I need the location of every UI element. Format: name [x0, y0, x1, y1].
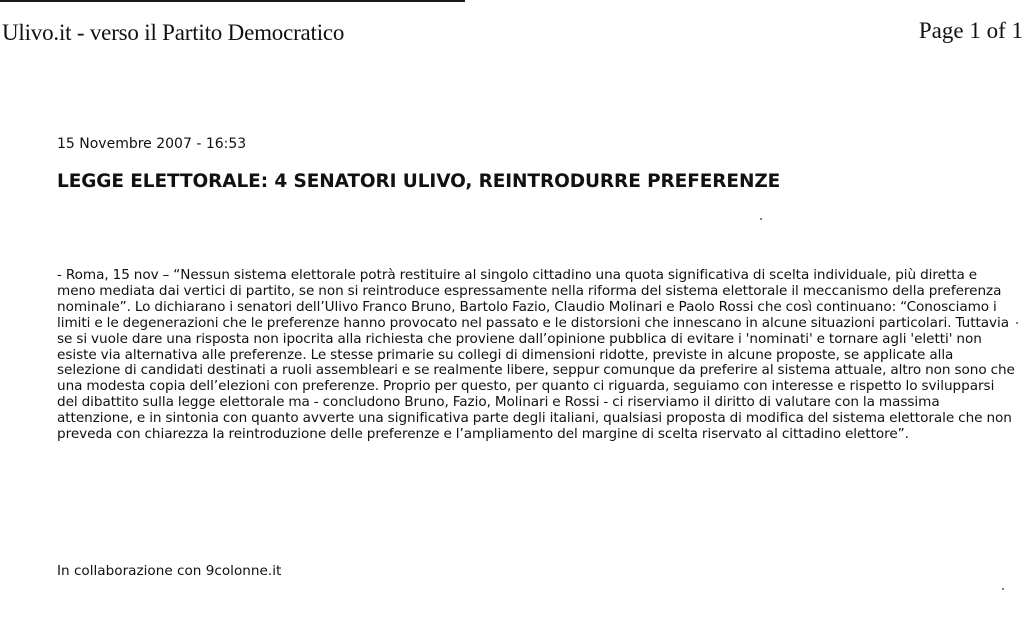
page-number: Page 1 of 1 — [918, 18, 1023, 43]
top-rule — [0, 0, 465, 2]
article-credit: In collaborazione con 9colonne.it — [57, 563, 282, 579]
article-body: - Roma, 15 nov – “Nessun sistema elettorale potrà restituire al singolo cittadino una quota significativa di scelta individuale, più diretta e meno mediata dai vertici di partito, se non si reintroduce espressamente nella riforma del sistema elettorale il meccanismo della preferenza nominale”. Lo dichiarano i senatori dell’Ulivo Franco Bruno, Bartolo Fazio, Claudio Molinari e Paolo Rossi che così continuano: “Conosciamo i limiti e le degenerazioni che le preferenze hanno provocato nel passato e le distorsioni che innescano in alcune situazioni particolari. Tuttavia se si vuole dare una risposta non ipocrita alla richiesta che proviene dall’opinione pubblica di evitare i 'nominati' e tornare agli 'eletti' non esiste via alternativa alle preferenze. Le stesse primarie su collegi di dimensioni ridotte, previste in alcune proposte, se applicate alla selezione di candidati destinati a ruoli assembleari e se realmente libere, seppur comunque da preferire al sistema attuale, altro non sono che una modesta copia dell’elezioni con preferenze. Proprio per questo, per quanto ci riguarda, seguiamo con interesse e rispetto lo svilupparsi del dibattito sulla legge elettorale ma - concludono Bruno, Fazio, Molinari e Rossi - ci riserviamo il diritto di valutare con la massima attenzione, e in sintonia con quanto avverte una significativa parte degli italiani, qualsiasi proposta di modifica del sistema elettorale che non preveda con chiarezza la reintroduzione delle preferenze e l’ampliamento del margine di scelta riservato al cittadino elettore”. — [57, 267, 1015, 443]
scan-speck — [1002, 588, 1004, 590]
article-headline: LEGGE ELETTORALE: 4 SENATORI ULIVO, REINTRODURRE PREFERENZE — [57, 171, 781, 192]
page-header-title: Ulivo.it - verso il Partito Democratico — [2, 20, 345, 45]
scan-speck — [1016, 322, 1018, 324]
scan-speck — [760, 218, 762, 220]
article-date: 15 Novembre 2007 - 16:53 — [57, 136, 247, 152]
